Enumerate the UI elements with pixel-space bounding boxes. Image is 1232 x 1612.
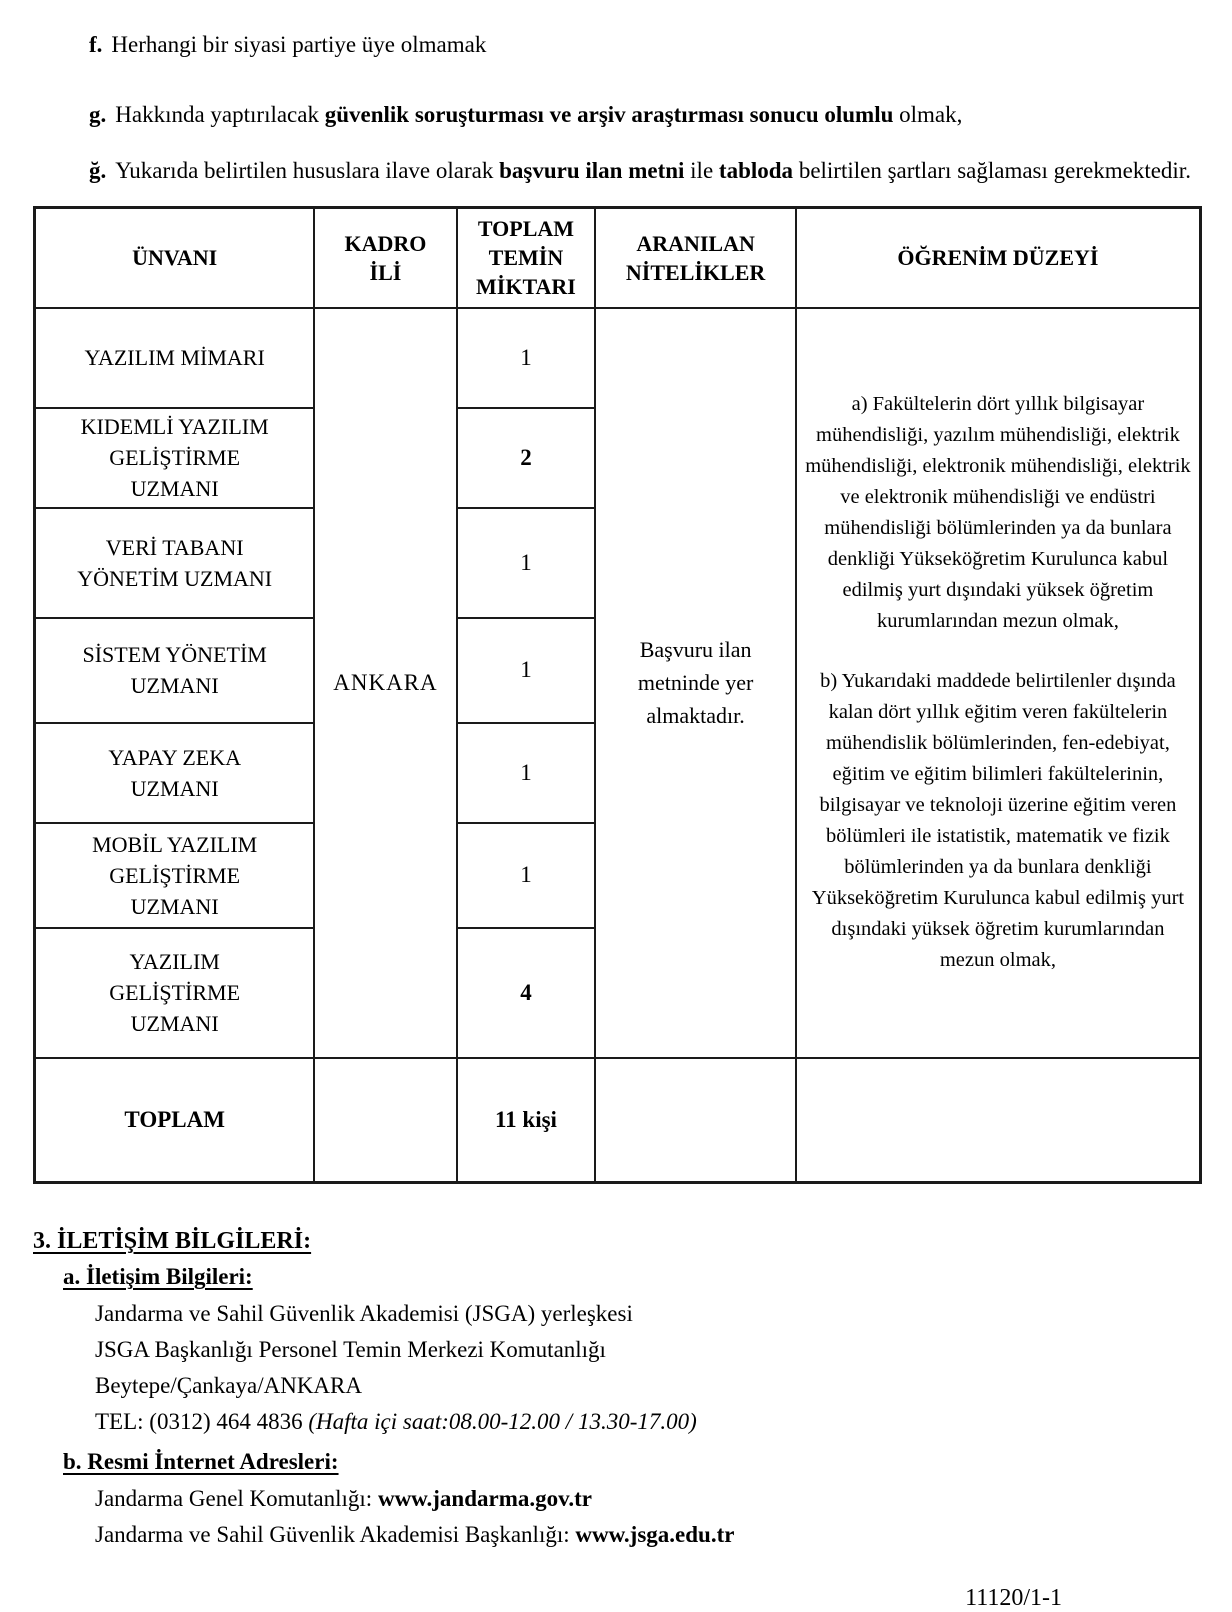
- table-header-row: [35, 208, 1201, 308]
- clause-f: [33, 28, 1202, 62]
- clause-g-text-pre: Hakkında yaptırılacak: [115, 102, 325, 127]
- cell-kadro-ili: ANKARA: [314, 308, 456, 1058]
- cell-temin-miktari: 2: [457, 408, 596, 508]
- clause-f-label: f.: [89, 32, 103, 57]
- subsection-a-heading-text: a. İletişim Bilgileri:: [63, 1264, 253, 1289]
- cell-unvani: KIDEMLİ YAZILIM GELİŞTİRME UZMANI: [35, 408, 315, 508]
- website-1-url: www.jandarma.gov.tr: [377, 1486, 592, 1511]
- clause-gg-text-bold1: başvuru ilan metni: [499, 158, 685, 183]
- clause-gg-text-bold2: tabloda: [718, 158, 794, 183]
- header-kadro-ili: KADRO İLİ: [314, 208, 456, 308]
- clause-gg-text-pre: Yukarıda belirtilen hususlara ilave olarak: [115, 158, 500, 183]
- clause-gg: [33, 154, 1202, 188]
- website-line-1: [95, 1481, 1202, 1517]
- clause-f-text: Herhangi bir siyasi partiye üye olmamak: [111, 32, 487, 57]
- cell-temin-miktari: 1: [457, 723, 596, 823]
- section-3-heading-text: 3. İLETİŞİM BİLGİLERİ:: [33, 1228, 312, 1254]
- cell-unvani: VERİ TABANI YÖNETİM UZMANI: [35, 508, 315, 618]
- clause-g: [33, 98, 1202, 132]
- cell-ogrenim-duzeyi: [796, 308, 1201, 1058]
- subsection-b-heading: [63, 1449, 1202, 1475]
- cell-unvani: YAZILIM MİMARI: [35, 308, 315, 408]
- clause-gg-label: ğ.: [89, 158, 107, 183]
- clause-gg-text-post: belirtilen şartları sağlaması gerekmektedir.: [793, 158, 1191, 183]
- page-reference: 11120/1-1: [965, 1585, 1062, 1611]
- header-aranilan-nitelikler: ARANILAN NİTELİKLER: [595, 208, 796, 308]
- section-3-heading: [33, 1228, 1202, 1255]
- cell-temin-miktari: 1: [457, 308, 596, 408]
- cell-unvani: YAPAY ZEKA UZMANI: [35, 723, 315, 823]
- total-empty-kadro-cell: [314, 1058, 456, 1183]
- website-1-label: Jandarma Genel Komutanlığı:: [95, 1486, 378, 1511]
- header-toplam-temin-miktari: TOPLAM TEMİN MİKTARI: [457, 208, 596, 308]
- website-line-2: [95, 1517, 1202, 1553]
- clause-g-text-bold: güvenlik soruşturması ve arşiv araştırması sonucu olumlu: [324, 102, 894, 127]
- subsection-b-heading-text: b. Resmi İnternet Adresleri:: [63, 1449, 339, 1474]
- clause-gg-text-mid: ile: [684, 158, 719, 183]
- cell-temin-miktari: 1: [457, 508, 596, 618]
- header-ogrenim-duzeyi: ÖĞRENİM DÜZEYİ: [796, 208, 1201, 308]
- clause-g-label: g.: [89, 102, 107, 127]
- position-row: [35, 308, 1201, 408]
- total-empty-aranilan-cell: [595, 1058, 796, 1183]
- website-2-label: Jandarma ve Sahil Güvenlik Akademisi Başkanlığı:: [95, 1522, 576, 1547]
- clause-g-text-post: olmak,: [893, 102, 963, 127]
- cell-temin-miktari: 1: [457, 823, 596, 928]
- cell-unvani: MOBİL YAZILIM GELİŞTİRME UZMANI: [35, 823, 315, 928]
- cell-temin-miktari: 4: [457, 928, 596, 1058]
- total-label-cell: TOPLAM: [35, 1058, 315, 1183]
- cell-unvani: YAZILIM GELİŞTİRME UZMANI: [35, 928, 315, 1058]
- cell-temin-miktari: 1: [457, 618, 596, 723]
- address-line-2: JSGA Başkanlığı Personel Temin Merkezi Komutanlığı: [95, 1337, 606, 1362]
- subsection-a-heading: [63, 1264, 1202, 1290]
- phone-number: TEL: (0312) 464 4836: [95, 1409, 309, 1434]
- phone-hours: (Hafta içi saat:08.00-12.00 / 13.30-17.00): [308, 1409, 697, 1434]
- phone-line: [95, 1404, 1202, 1440]
- ogrenim-paragraph-a: a) Fakültelerin dört yıllık bilgisayar mühendisliği, yazılım mühendisliği, elektrik mühendisliği, elektronik mühendisliği, elektrik ve elektronik mühendisliği ve endüstri mühendisliği bölümlerinden ya da bunlara denkliği Yükseköğretim Kurulunca kabul edilmiş yurt dışındaki yüksek öğretim kurumlarından mezun olmak,: [805, 393, 1191, 632]
- website-2-url: www.jsga.edu.tr: [575, 1522, 735, 1547]
- positions-table: [33, 206, 1202, 1184]
- total-empty-ogrenim-cell: [796, 1058, 1201, 1183]
- address-line-1: Jandarma ve Sahil Güvenlik Akademisi (JSGA) yerleşkesi: [95, 1301, 633, 1326]
- cell-unvani: SİSTEM YÖNETİM UZMANI: [35, 618, 315, 723]
- header-unvani: ÜNVANI: [35, 208, 315, 308]
- total-count-cell: 11 kişi: [457, 1058, 596, 1183]
- ogrenim-paragraph-b: b) Yukarıdaki maddede belirtilenler dışında kalan dört yıllık eğitim veren fakültelerin mühendislik bölümlerinden, fen-edebiyat, eğitim ve eğitim bilimleri fakültelerinin, bilgisayar ve teknoloji üzerine eğitim veren bölümleri ile istatistik, matematik ve fizik bölümlerinden ya da bunlara denkliği Yükseköğretim Kurulunca kabul edilmiş yurt dışındaki yüksek öğretim kurumlarından mezun olmak,: [811, 670, 1185, 971]
- total-row: [35, 1058, 1201, 1183]
- cell-aranilan-nitelikler: Başvuru ilan metninde yer almaktadır.: [595, 308, 796, 1058]
- document-page: [33, 28, 1202, 1612]
- address-line-3: Beytepe/Çankaya/ANKARA: [95, 1373, 362, 1398]
